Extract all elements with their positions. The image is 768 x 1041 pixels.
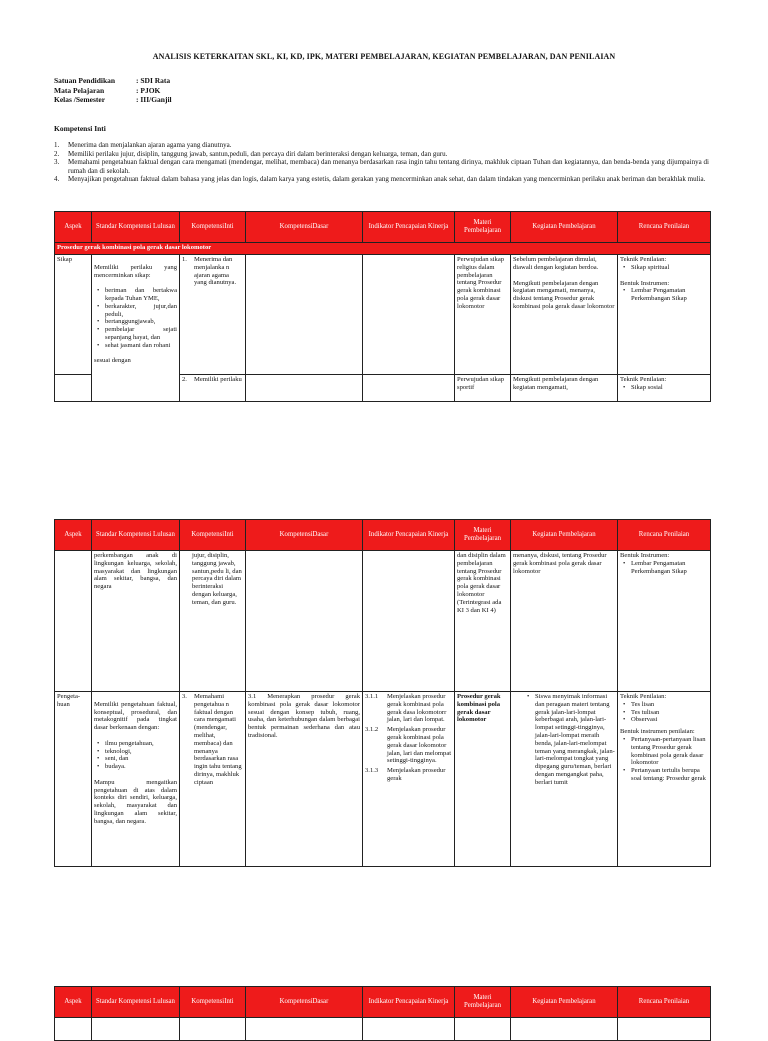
ipk-number: 3.1.3 <box>365 767 379 775</box>
column-header: Materi Pembelajaran <box>455 212 511 243</box>
column-header: KompetensiInti <box>180 987 246 1018</box>
meta-label: Satuan Pendidikan <box>54 76 116 85</box>
meta-label: Kelas /Semester <box>54 95 106 104</box>
ki-list <box>54 141 709 184</box>
skl-cell: perkembangan anak di lingkungan keluarga, sekolah, masyarakat dan lingkungan alam sekitar, bangsa, dan negara <box>94 552 177 591</box>
kegiatan-cell: menanya, diskusi, tentang Prosedur gerak kombinasi pola gerak dasar lokomotor <box>513 552 607 575</box>
ki-item-text: Menyajikan pengetahuan faktual dalam bahasa yang jelas dan logis, dalam karya yang estetis, dalam gerakan yang mencerminkan anak sehat, dan dalam tindakan yang mencerminkan perilaku anak beriman dan berakhlak mulia. <box>68 175 706 184</box>
skl-item: • teknologi, <box>105 748 177 756</box>
skl-intro: Memiliki perilaku yang mencerminkan sikap: <box>94 263 177 279</box>
column-header: Aspek <box>55 987 92 1018</box>
table-header-row <box>55 987 711 1018</box>
penilaian-item: • Sikap spiritual <box>631 264 708 272</box>
column-header: Rencana Penilaian <box>618 987 711 1018</box>
aspek-cell: Sikap <box>57 256 73 263</box>
kd-cell: 3.1 Menerapkan prosedur gerak kombinasi pola gerak dasar lokomotor sesuai dengan konsep tubuh, ruang, usaha, dan keterhubungan dalam berbagai bentuk permainan sederhana dan atau tradisional. <box>248 693 360 739</box>
materi-cell: Prosedur gerak kombinasi pola gerak dasar lokomotor <box>457 693 501 724</box>
ipk-item <box>365 767 452 783</box>
column-header: Kegiatan Pembelajaran <box>511 212 618 243</box>
page-title: ANALISIS KETERKAITAN SKL, KI, KD, IPK, MATERI PEMBELAJARAN, KEGIATAN PEMBELAJARAN, DAN PENILAIAN <box>152 52 616 61</box>
materi-cell: Perwujudan sikap religius dalam pembelajaran tentang Prosedur gerak kombinasi pola gerak dasar lokomotor <box>457 256 505 310</box>
ki-number: 2. <box>182 376 187 383</box>
column-header: Standar Kompetensi Lulusan <box>92 520 180 551</box>
kegiatan-text: Mengikuti pembelajaran dengan kegiatan mengamati, menanya, diskusi tentang Prosedur gerak kombinasi pola gerak dasar lokomotor <box>513 279 615 310</box>
column-header: Indikator Pencapaian Kinerja <box>363 987 455 1018</box>
penilaian-cell <box>620 693 708 863</box>
skl-item: • sehat jasmani dan rohani <box>105 342 177 350</box>
column-header: Standar Kompetensi Lulusan <box>92 987 180 1018</box>
table-row <box>55 255 711 375</box>
ipk-item <box>365 726 452 765</box>
skl-item: • budaya. <box>105 763 177 771</box>
ipk-item <box>365 693 452 724</box>
penilaian-item: • Tes lisan <box>631 701 708 709</box>
penilaian-cell <box>620 376 708 392</box>
ki-item <box>54 141 709 150</box>
ki-text: Memahami pengetahua n faktual dengan cara mengamati (mendengar, melihat, membaca) dan menanya berdasarkan rasa ingin tahu tentang dirinya, makhluk ciptaan <box>194 693 242 786</box>
column-header: KompetensiInti <box>180 520 246 551</box>
meta-value: : SDI Rata <box>136 76 171 85</box>
meta-row <box>54 76 172 86</box>
ki-cell <box>182 376 243 384</box>
ki-item <box>54 158 709 175</box>
ki-item-number: 4. <box>54 175 60 184</box>
aspek-cell: Pengeta-huan <box>57 693 81 708</box>
column-header: Kegiatan Pembelajaran <box>511 520 618 551</box>
meta-row <box>54 86 172 96</box>
ki-cell <box>182 256 243 287</box>
ki-item-text: Menerima dan menjalankan ajaran agama yang dianutnya. <box>68 141 232 149</box>
table-row <box>55 692 711 867</box>
column-header: KompetensiInti <box>180 212 246 243</box>
ki-item-number: 3. <box>54 158 60 167</box>
penilaian-heading: Teknik Penilaian: <box>620 376 667 383</box>
meta-value: : PJOK <box>136 85 161 95</box>
kegiatan-cell: Mengikuti pembelajaran dengan kegiatan mengamati, <box>513 376 599 391</box>
skl-tail: Mampu mengaitkan pengetahuan di atas dalam konteks diri sendiri, keluarga, sekolah, masyarakat dan lingkungan alam sekitar, bangsa, dan negara. <box>94 778 177 825</box>
column-header: Kegiatan Pembelajaran <box>511 987 618 1018</box>
column-header: KompetensiDasar <box>246 520 363 551</box>
penilaian-item: • Sikap sosial <box>631 384 708 392</box>
skl-cell <box>94 693 177 863</box>
penilaian-item: • Pertanyaan-pertanyaan lisan tentang Prosedur gerak kombinasi pola gerak dasar lokomotor <box>631 736 708 767</box>
meta-row <box>54 95 172 105</box>
skl-item: • beriman dan bertakwa kepada Tuhan YME, <box>105 287 177 303</box>
skl-tail: sesuai dengan <box>94 357 131 365</box>
ki-item-number: 1. <box>54 141 60 149</box>
meta-label: Mata Pelajaran <box>54 85 105 95</box>
document-meta <box>54 76 172 105</box>
column-header: KompetensiDasar <box>246 212 363 243</box>
ki-item-text: Memiliki perilaku jujur, disiplin, tanggung jawab, santun,peduli, dan percaya diri dalam berinteraksi dengan keluarga, teman, dan guru. <box>68 149 448 158</box>
penilaian-heading: Bentuk Instrumen: <box>620 552 670 559</box>
skl-intro: Memiliki pengetahuan faktual, konseptual, prosedural, dan metakognitif pada tingkat dasar berkenaan dengan: <box>94 700 177 732</box>
column-header: Rencana Penilaian <box>618 520 711 551</box>
penilaian-heading: Teknik Penilaian: <box>620 693 667 700</box>
kegiatan-cell <box>513 256 615 311</box>
penilaian-item: • Observasi <box>631 716 708 724</box>
ki-heading: Kompetensi Inti <box>54 124 106 133</box>
ki-item <box>54 150 709 159</box>
ki-item <box>54 175 709 184</box>
penilaian-heading: Teknik Penilaian: <box>620 256 667 263</box>
ki-cell: jujur, disiplin, tanggung jawab, santun,pedu li, dan percaya diri dalam berinteraksi dengan keluarga, teman, dan guru. <box>192 552 242 606</box>
ki-number: 3. <box>182 693 187 700</box>
table-row <box>55 551 711 692</box>
penilaian-item: • Pertanyaan tertulis berupa soal tentang: Prosedur gerak <box>631 767 708 783</box>
materi-cell: dan disiplin dalam pembelajaran tentang Prosedur gerak kombinasi pola gerak dasar lokomotor (Terintegrasi ada KI 3 dan KI 4) <box>457 552 506 614</box>
column-header: Materi Pembelajaran <box>455 987 511 1018</box>
penilaian-heading: Bentuk Instrumen: <box>620 279 670 287</box>
ipk-cell <box>365 693 452 863</box>
penilaian-cell <box>620 552 708 575</box>
ipk-text: Menjelaskan prosedur gerak kombinasi pola gerak dasar lokomotor jalan, lari dan melompat setinggi-tingginya. <box>387 726 452 765</box>
column-header: Indikator Pencapaian Kinerja <box>363 212 455 243</box>
analysis-table-1 <box>54 211 711 402</box>
column-header: Rencana Penilaian <box>618 212 711 243</box>
ipk-number: 3.1.1 <box>365 693 379 700</box>
ki-item-text: Memahami pengetahuan faktual dengan cara mengamati (mendengar, melihat, membaca) dan menanya berdasarkan rasa ingin tahu tentang dirinya, makhluk ciptaan Tuhan dan kegiatannya, dan benda-benda yang dijumpainya di rumah dan di sekolah. <box>68 158 709 175</box>
skl-cell <box>94 256 177 398</box>
analysis-table-2 <box>54 519 711 867</box>
ipk-text: Menjelaskan prosedur gerak kombinasi pola gerak dasa lokomotorr jalan, lari dan lompat. <box>387 693 447 724</box>
penilaian-cell <box>620 256 708 303</box>
kegiatan-item: • Siswa menyimak informasi dan peragaan materi tentang gerak jalan-lari-lompat keberbagai arah, jalan-lari-lompat setinggi-tingginya, jalan-lari-lompat meraih benda, jalan-lari-melompat teman yang merangkak, jalan-lari-melompat tongkat yang dipegang guru/teman, berlari dengan mengangkat paha, berlari tumit <box>535 693 615 787</box>
penilaian-item: • Lembar Pengamatan Perkembangan Sikap <box>631 560 708 576</box>
table-row <box>55 1018 711 1041</box>
ki-number: 1. <box>182 256 187 263</box>
kegiatan-cell <box>513 693 615 787</box>
column-header: Standar Kompetensi Lulusan <box>92 212 180 243</box>
penilaian-item: • Lembar Pengamatan Perkembangan Sikap <box>631 287 708 303</box>
column-header: Materi Pembelajaran <box>455 520 511 551</box>
ki-cell <box>182 693 243 863</box>
penilaian-item: • Tes tulisan <box>631 709 708 717</box>
skl-item: • pembelajar sejati sepanjang hayat, dan <box>105 326 177 342</box>
table-header-row <box>55 212 711 243</box>
ipk-text: Menjelaskan prosedur gerak <box>387 767 446 782</box>
column-header: Aspek <box>55 520 92 551</box>
column-header: Indikator Pencapaian Kinerja <box>363 520 455 551</box>
column-header: Aspek <box>55 212 92 243</box>
column-header: KompetensiDasar <box>246 987 363 1018</box>
table-header-row <box>55 520 711 551</box>
skl-item: • bertanggungjawab, <box>105 318 177 326</box>
ki-text: Menerima dan menjalanka n ajaran agama yang dianutnya. <box>194 256 237 287</box>
skl-item: • ilmu pengetahuan, <box>105 740 177 748</box>
ipk-number: 3.1.2 <box>365 726 379 734</box>
analysis-table-3 <box>54 986 711 1041</box>
section-label: Prosedur gerak kombinasi pola gerak dasar lokomotor <box>55 243 711 255</box>
kegiatan-text: Sebelum pembelajaran dimulai, diawali dengan kegiatan berdoa. <box>513 256 599 271</box>
penilaian-heading: Bentuk instrumen penilaian: <box>620 728 695 736</box>
ki-item-number: 2. <box>54 149 60 158</box>
skl-item: • seni, dan <box>105 755 177 763</box>
meta-value: : III/Ganjil <box>136 95 172 104</box>
materi-cell: Perwujudan sikap sportif <box>457 376 505 391</box>
ki-text: Memiliki perilaku <box>194 376 242 383</box>
skl-item: • berkarakter, jujur,dan peduli, <box>105 303 177 319</box>
